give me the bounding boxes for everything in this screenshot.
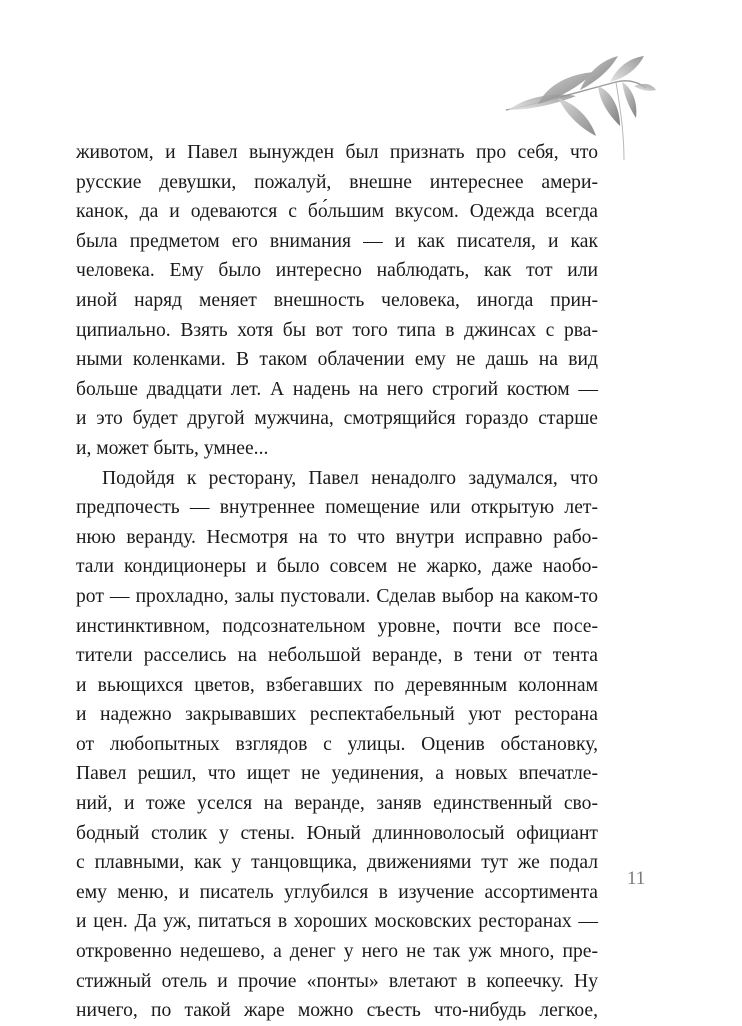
- text-line: с плавными, как у танцовщика, движениями тут же подал: [76, 852, 598, 874]
- text-line: рот — прохладно, залы пустовали. Сделав выбор на каком-то: [76, 585, 598, 607]
- text-line: Павел решил, что ищет не уединения, а новых впечатле-: [76, 763, 598, 785]
- text-line: нюю веранду. Несмотря на то что внутри исправно рабо-: [76, 526, 598, 548]
- text-line: и это будет другой мужчина, смотрящийся гораздо старше: [76, 408, 598, 430]
- text-line: больше двадцати лет. А надень на него строгий костюм —: [76, 378, 598, 400]
- text-line: от любопытных взглядов с улицы. Оценив обстановку,: [76, 733, 598, 755]
- text-line: русские девушки, пожалуй, внешне интереснее амери-: [76, 171, 598, 193]
- paragraph-first-line: Подойдя к ресторану, Павел ненадолго задумался, что: [102, 467, 598, 489]
- text-line: иной наряд меняет внешность человека, иногда прин-: [76, 289, 598, 311]
- text-line: тали кондиционеры и было совсем не жарко, даже наобо-: [76, 556, 598, 578]
- text-line: ему меню, и писатель углубился в изучение ассортимента: [76, 881, 598, 903]
- text-line: ний, и тоже уселся на веранде, заняв единственный сво-: [76, 793, 598, 815]
- text-line: ными коленками. В таком облачении ему не дашь на вид: [76, 349, 598, 371]
- text-line: предпочесть — внутреннее помещение или открытую лет-: [76, 497, 598, 519]
- text-line: бодный столик у стены. Юный длинноволосый официант: [76, 822, 598, 844]
- text-line: канок, да и одеваются с бо́льшим вкусом. Одежда всегда: [76, 201, 598, 223]
- text-line: человека. Ему было интересно наблюдать, как тот или: [76, 260, 598, 282]
- text-line: инстинктивном, подсознательном уровне, почти все посе-: [76, 615, 598, 637]
- text-line: тители расселись на небольшой веранде, в тени от тента: [76, 645, 598, 667]
- text-line: и надежно закрывавших респектабельный уют ресторана: [76, 704, 598, 726]
- text-line: и, может быть, умнее...: [76, 437, 269, 459]
- text-line: ничего, по такой жаре можно съесть что-нибудь легкое,: [76, 1000, 598, 1022]
- text-line: животом, и Павел вынужден был признать про себя, что: [76, 142, 598, 163]
- body-text: [76, 138, 598, 1026]
- text-line: и цен. Да уж, питаться в хороших московских ресторанах —: [76, 911, 598, 933]
- text-line: была предметом его внимания — и как писателя, и как: [76, 230, 598, 252]
- page-number: 11: [627, 868, 646, 889]
- text-line: и вьющихся цветов, взбегавших по деревянным колоннам: [76, 674, 598, 696]
- text-line: стижный отель и прочие «понты» влетают в копеечку. Ну: [76, 970, 598, 992]
- text-line: ципиально. Взять хотя бы вот того типа в джинсах с рва-: [76, 319, 598, 341]
- text-line: откровенно недешево, а денег у него не так уж много, пре-: [76, 941, 598, 963]
